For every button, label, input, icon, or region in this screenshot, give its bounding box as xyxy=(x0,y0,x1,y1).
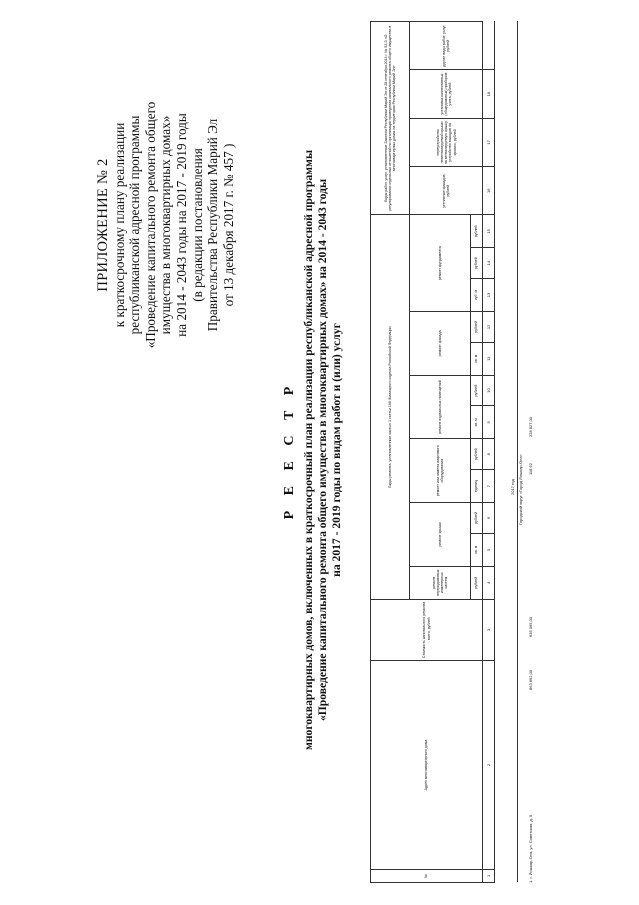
row-cost: 863 892,00 xyxy=(528,669,533,690)
register-line: на 2017 - 2019 годы по видам работ и (или) услуг xyxy=(330,323,343,577)
row-address: г. Йошкар-Ола, ул. Советская, д. 5 xyxy=(528,814,533,879)
col-number: 7 xyxy=(483,470,495,503)
unit-cell: рублей xyxy=(471,375,483,406)
col-number: 11 xyxy=(483,342,495,375)
col-number: 15 xyxy=(483,215,495,248)
row-basement-cost: 228 827,00 xyxy=(528,416,533,437)
row-number: 1. xyxy=(528,879,533,883)
header-group-law: Виды работ, услуг, установленные Законом Республики Марий Эл от 28 сентября 2013 г. № 52-З «О регулировании отдельных отношений по организации проведения капитального ремонта общего имущества в многоквартирных домах на территории Республики Марий Эл» xyxy=(371,22,410,215)
district-row: Городской округ «Город Йошкар-Ола» xyxy=(518,454,523,525)
unit-cell: рублей xyxy=(471,566,483,599)
col-number: 18 xyxy=(483,70,495,118)
col-number: 1 xyxy=(483,869,495,882)
header-num: № xyxy=(371,869,483,882)
header-basement: ремонт подвальных помещений xyxy=(410,375,471,439)
register-table xyxy=(370,21,518,883)
header-insulation: утепление фасадов, рублей xyxy=(410,167,483,215)
register-heading: Р Е Е С Т Р xyxy=(282,380,297,520)
unit-cell: кв. м xyxy=(471,533,483,566)
col-number: 6 xyxy=(483,503,495,534)
col-number: 10 xyxy=(483,375,495,406)
register-line: многоквартирных домов, включенных в краткосрочный план реализации республиканской адресной программы xyxy=(302,150,315,751)
header-other: другие виды работ, услуг, рублей xyxy=(410,22,483,70)
col-number: 2 xyxy=(483,661,495,870)
appendix-line: Правительства Республики Марий Эл xyxy=(205,118,221,332)
header-cost: Стоимость капитального ремонта - всего, рублей xyxy=(371,599,483,661)
register-line: «Проведение капитального ремонта общего имущества в многоквартирных домах» на 2014 - 2043 годы xyxy=(316,178,329,722)
appendix-line: к краткосрочному плану реализации xyxy=(111,122,127,328)
register-title xyxy=(282,35,344,865)
col-number: 14 xyxy=(483,248,495,279)
appendix-line: «Проведение капитального ремонта общего xyxy=(142,101,158,349)
col-number: 4 xyxy=(483,566,495,599)
year-row: 2017 год xyxy=(510,479,515,495)
appendix-line: (в редакции постановления xyxy=(189,148,205,302)
unit-cell: кв. м xyxy=(471,406,483,439)
row-basement-area: 118,62 xyxy=(528,463,533,475)
header-facade: ремонт фасада xyxy=(410,311,471,375)
header-lift: ремонт или замена лифтового оборудования xyxy=(410,439,471,503)
header-group-166: Виды ремонта, установленные частью 1 статьи 166 Жилищного кодекса Российской Федерации xyxy=(371,215,410,599)
row-systems-cost: 635 065,00 xyxy=(528,616,533,637)
col-number: 12 xyxy=(483,311,495,342)
col-number: 5 xyxy=(483,533,495,566)
unit-cell: рублей xyxy=(471,439,483,470)
col-number: 16 xyxy=(483,167,495,215)
header-address: Адрес многоквартирного дома xyxy=(371,661,483,870)
col-number: 8 xyxy=(483,439,495,470)
appendix-title: ПРИЛОЖЕНИЕ № 2 xyxy=(95,158,111,292)
unit-cell: единиц xyxy=(471,470,483,503)
header-drainage: переустройство невентилируемой крыши на вентилируемую крышу, устройство выходов на кровлю, рублей xyxy=(410,118,483,166)
appendix-line: от 13 декабря 2017 г. № 457 ) xyxy=(220,143,236,307)
appendix-line: республиканской адресной программы xyxy=(127,115,143,335)
col-number: 13 xyxy=(483,279,495,312)
col-number: 9 xyxy=(483,406,495,439)
appendix-block xyxy=(96,75,236,375)
col-number: 3 xyxy=(483,599,495,661)
appendix-line: на 2014 - 2043 годы на 2017 - 2019 годы xyxy=(173,113,189,337)
header-foundation: ремонт фундамента xyxy=(410,215,471,312)
header-systems: ремонт внутридомовых инженерных систем xyxy=(410,566,471,599)
col-number: 17 xyxy=(483,118,495,166)
header-meters: установка коллективных (общедомовых) приборов учета, рублей xyxy=(410,70,483,118)
appendix-line: имущества в многоквартирных домах» xyxy=(158,115,174,335)
data-row-address xyxy=(528,815,533,883)
unit-cell: рублей xyxy=(471,248,483,279)
unit-cell: рублей xyxy=(471,503,483,534)
unit-cell: куб. м xyxy=(471,279,483,312)
header-roof: ремонт крыши xyxy=(410,503,471,567)
unit-cell: рублей xyxy=(471,215,483,248)
unit-cell: рублей xyxy=(471,311,483,342)
unit-cell: кв. м xyxy=(471,342,483,375)
